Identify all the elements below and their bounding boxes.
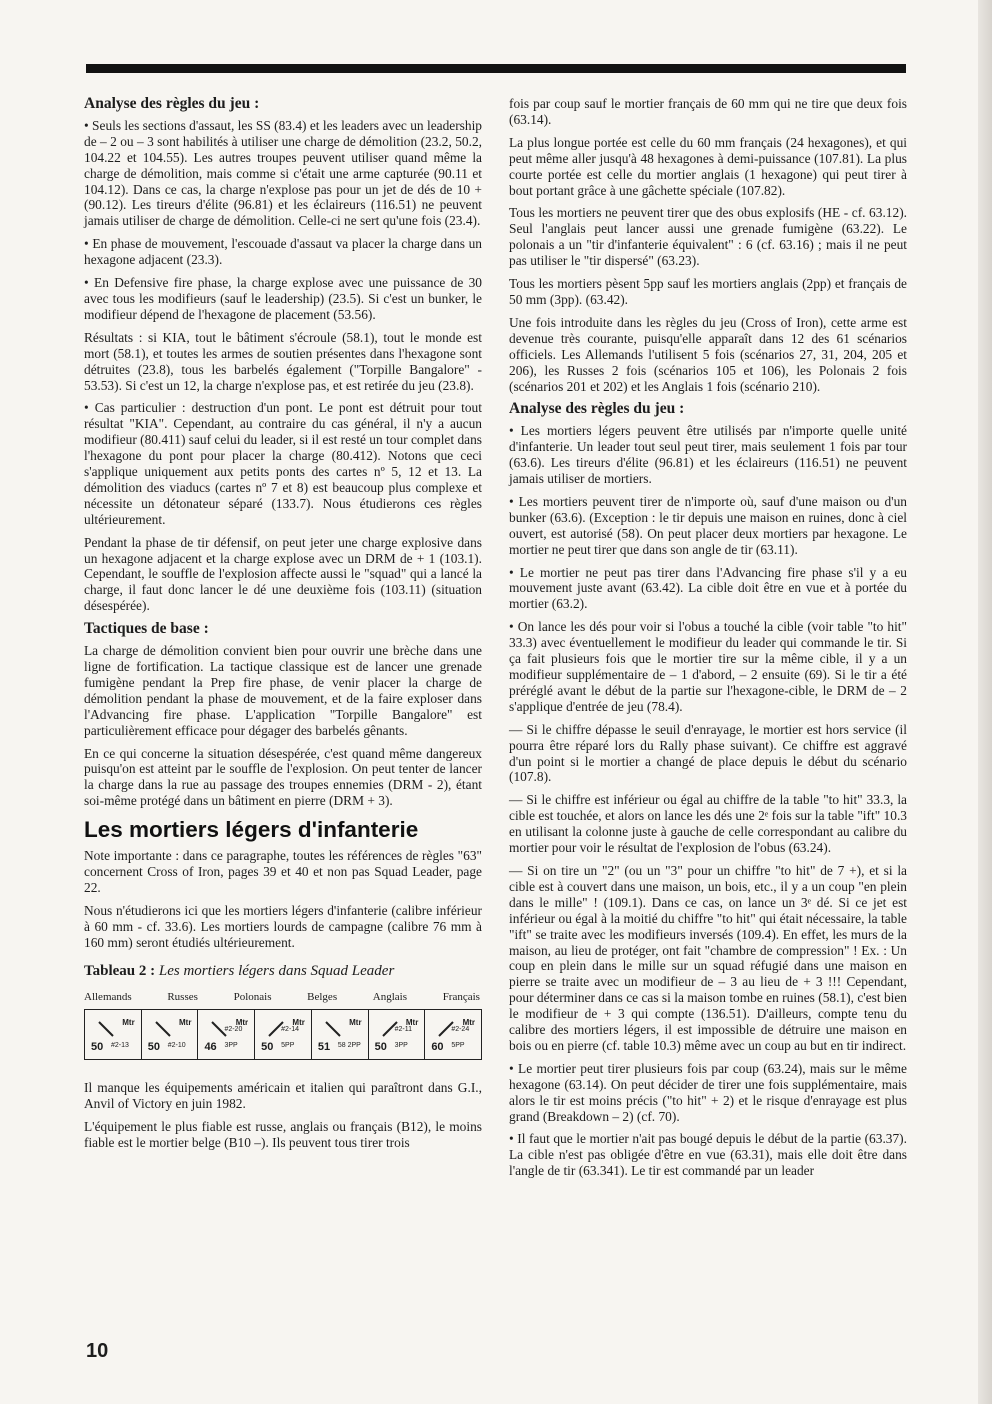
paragraph: • Les mortiers légers peuvent être utilisés par n'importe quelle unité d'infanterie. Un leader tout seul peut tirer, mais seulement 1 fois par tour (63.6). Les tireurs d'élite (96.81) et les éclaireurs (116.51) ne peuvent jamais utiliser de mortiers. (509, 423, 907, 487)
heading-tactiques: Tactiques de base : (84, 620, 209, 638)
mortar-counters-table (84, 1009, 482, 1060)
paragraph: • Il faut que le mortier n'ait pas bougé depuis le début de la partie (63.37). La cible n'est pas obligée d'être en vue (63.31), mais elle doit être dans l'angle de tir (63.341). Le tir est commandé par un leader (509, 1131, 907, 1179)
nation-label: Anglais (372, 990, 408, 1003)
paragraph: • En phase de mouvement, l'escouade d'assaut va placer la charge dans un hexagone adjacent (23.3). (84, 236, 482, 268)
mortar-counter: Mtr 46 #2-20 3PP (198, 1010, 255, 1059)
mortar-counter: Mtr 50 #2-11 3PP (369, 1010, 426, 1059)
paragraph: Il manque les équipements américain et italien qui paraîtront dans G.I., Anvil of Victory en juin 1982. (84, 1080, 482, 1112)
paragraph: • Cas particulier : destruction d'un pont. Le pont est détruit pour tout résultat "KIA". Cependant, au contraire du cas général, il n'y a aucun modifieur (80.411) sauf celui du leader, si il est resté un tour complet dans l'hexagone du pont pour placer la charge (80.412). Notons que ceci s'applique uniquement aux petits ponts des cartes nº 5, 12 et 13. La démolition des viaducs (cartes nº 7 et 8) est beaucoup plus complexe et nécessite un détonateur séparé (133.7). Nous étudierons ces règles ultérieurement. (84, 400, 482, 527)
table-title: Les mortiers légers dans Squad Leader (158, 962, 395, 979)
right-column (509, 96, 907, 1186)
section-title: Les mortiers légers d'infanterie (84, 817, 419, 843)
left-column (84, 96, 482, 1158)
paragraph: Nous n'étudierons ici que les mortiers légers d'infanterie (calibre inférieur à 60 mm - cf. 33.6). Les mortiers lourds de campagne (calibre 76 mm à 160 mm) seront étudiés ultérieurement. (84, 902, 482, 950)
heading-analyse-right: Analyse des règles du jeu : (509, 400, 685, 418)
paragraph: — Si le chiffre dépasse le seuil d'enrayage, le mortier est hors service (il pourra être réparé lors du Rally phase suivant). Ce chiffre est aggravé d'un point si le mortier a changé de place depuis le début du scénario (107.8). (509, 721, 907, 785)
table-caption (84, 964, 482, 980)
paragraph: Tous les mortiers ne peuvent tirer que des obus explosifs (HE - cf. 63.12). Seul l'anglais peut lancer aussi une grenade fumigène (63.22). Le polonais a un "tir d'infanterie équivalent" : 6 (cf. 63.16) ; mais il ne peut pas utiliser le "tir dispersé" (63.23). (509, 205, 907, 269)
paragraph: — Si le chiffre est inférieur ou égal au chiffre de la table "to hit" 33.3, la cible est touchée, et alors on lance les dés une 2ᵉ fois sur la table "ift" 10.3 en utilisant la colonne juste à gauche de celle correspondant au calibre du mortier pour voir le résultat de l'explosion de l'obus (63.24). (509, 792, 907, 856)
top-rule (86, 64, 906, 73)
heading-analyse: Analyse des règles du jeu : (84, 95, 260, 112)
page-number: 10 (86, 1340, 109, 1362)
mortar-counter: Mtr 60 #2-24 5PP (431, 1018, 476, 1053)
paragraph: • Les mortiers peuvent tirer de n'importe où, sauf d'une maison ou d'un bunker (63.6). (Exception : le tir depuis une maison en ruines, donc à ciel ouvert, est autorisé (58). On peut placer deux mortiers par hexagone. Le mortier ne peut tirer que dans son angle de tir (63.11). (509, 494, 907, 558)
paragraph: • Le mortier peut tirer plusieurs fois par coup (63.24), mais sur le même hexagone (63.14). On peut décider de tirer une fois supplémentaire, mais alors le tir est moins précis ("to hit" + 2) et le risque d'enrayage est plus grand (Breakdown – 2) (cf. 70). (509, 1061, 907, 1125)
nation-label: Polonais (233, 990, 272, 1003)
nation-label: Allemands (84, 990, 132, 1003)
nation-label: Russes (167, 990, 198, 1003)
paragraph: • Le mortier ne peut pas tirer dans l'Advancing fire phase s'il y a eu mouvement juste avant (63.42). La cible doit être en vue et à portée du mortier (63.2). (509, 565, 907, 613)
paragraph: La charge de démolition convient bien pour ouvrir une brèche dans une ligne de fortification. La tactique classique est de lancer une grenade fumigène pendant la Prep fire phase, de venir placer la charge de démolition pendant la phase de mouvement, et de la faire exploser dans l'Advancing fire phase. L'application "Torpille Bangalore" est particulièrement efficace pour dégager des barbelés gênants. (84, 643, 482, 738)
paragraph: fois par coup sauf le mortier français de 60 mm qui ne tire que deux fois (63.14). (509, 96, 907, 127)
page-edge (978, 0, 992, 1404)
paragraph: L'équipement le plus fiable est russe, anglais ou français (B12), le moins fiable est le mortier belge (B10 –). Ils peuvent tous tirer trois (84, 1119, 482, 1151)
mortar-counter: Mtr 51 58 2PP (312, 1010, 369, 1059)
paragraph: • Seuls les sections d'assaut, les SS (83.4) et les leaders avec un leadership de – 2 ou – 3 sont habilités à utiliser une charge de démolition (23.2, 50.2, 104.22 et 104.55). Les autres troupes peuvent utiliser quand même la charge de démolition, mais comme si c'était une arme capturée (90.11 et 104.12). Dans ce cas, la charge n'explose pas pour un jet de dés de 10 + (90.12). Les tireurs d'élite (96.81) et les éclaireurs (116.51) ne peuvent jamais utiliser de charge de démolition. Celle-ci ne sert qu'une fois (23.4). (84, 118, 482, 229)
paragraph: • On lance les dés pour voir si l'obus a touché la cible (voir table "to hit" 33.3) avec éventuellement le modifieur du leader qui commande le tir. Si ça fait plusieurs fois que le mortier tire sur la même cible, il y a un modifieur supplémentaire de – 1 d'abord, – 2 ensuite (69). Si le tir a été préréglé avant le début de la partie sur l'hexagone-cible, le DRM de – 2 s'applique d'entrée de jeu (78.4). (509, 619, 907, 714)
paragraph: — Si on tire un "2" (ou un "3" pour un chiffre "to hit" de 7 +), et si la cible est à couvert dans une maison, un bois, etc., il y a un coup "en plein dans le mille" ! (109.1). Dans ce cas, on lance un 3ᵉ dé. Si ce jet est inférieur ou égal à la moitié du chiffre "to hit" qui était nécessaire, la table "ift" se traite avec les modifieurs inversés (109.4). En effet, les murs de la maison, au lieu de protéger, ont fait "chambre de compression" ! Ex. : Un coup en plein dans le mille sur un squad réfugié dans une maison en pierre se traite avec un modifieur de – 3 au lieu de + 3 !!! Cependant, pour déterminer dans ce cas si la maison tombe en ruines (58.1), c'est bien le modifieur de + 3 qui compte (136.51). D'ailleurs, compte tenu du calibre des mortiers légers, il est impossible de détruire une maison en bois ou en pierre (cf. table 10.3) même avec un coup au but en tir indirect. (509, 862, 907, 1053)
paragraph: Tous les mortiers pèsent 5pp sauf les mortiers anglais (2pp) et français de 50 mm (3pp). (63.42). (509, 276, 907, 307)
paragraph: En ce qui concerne la situation désespérée, c'est quand même dangereux puisqu'on est atteint par le souffle de l'explosion. On peut tenter de lancer la charge dans la rue au passage des troupes ennemies (DRM - 2), étant soi-même protégé dans un bâtiment en pierre (DRM + 3). (84, 745, 482, 809)
paragraph: Une fois introduite dans les règles du jeu (Cross of Iron), cette arme est devenue très courante, puisqu'elle apparaît dans 12 des 61 scénarios officiels. Les Allemands l'utilisent 5 fois (scénarios 27, 31, 204, 205 et 206), les Russes 2 fois (scénarios 105 et 106), les Polonais 2 fois (scénarios 201 et 202) et les Anglais 1 fois (scénario 210). (509, 314, 907, 394)
table-label: Tableau 2 : (84, 962, 156, 979)
mortar-counter: Mtr 50 #2-14 5PP (255, 1010, 312, 1059)
mortar-counter: Mtr 50 #2-10 (142, 1010, 199, 1059)
mortar-counter: Mtr 50 #2-13 (85, 1010, 142, 1059)
paragraph: Note importante : dans ce paragraphe, toutes les références de règles "63" concernent Cross of Iron, pages 39 et 40 et non pas Squad Leader, page 22. (84, 848, 482, 895)
paragraph: Résultats : si KIA, tout le bâtiment s'écroule (58.1), tout le monde est mort (58.1), et toutes les armes de soutien présentes dans l'hexagone sont détruites (23.8), tous les barbelés également ("Torpille Bangalore" - 53.53). Si c'est un 12, la charge n'explose pas, et est retirée du jeu (23.8). (84, 329, 482, 393)
nation-label: Français (442, 990, 480, 1003)
paragraph: Pendant la phase de tir défensif, on peut jeter une charge explosive dans un hexagone adjacent et la charge explose avec un DRM de + 1 (103.1). Cependant, le souffle de l'explosion affecte aussi le "squad" qui a lancé la charge, il faut donc lancer le dé une deuxième fois (103.11) (situation désespérée). (84, 534, 482, 614)
paragraph: • En Defensive fire phase, la charge explose avec une puissance de 30 avec tous les modifieurs (sauf le leadership) (23.5). Si c'est un bunker, le modifieur dépend de l'hexagone de placement (53.56). (84, 275, 482, 323)
nation-label: Belges (307, 990, 338, 1003)
nation-labels (84, 990, 480, 1006)
paragraph: La plus longue portée est celle du 60 mm français (24 hexagones), et qui peut même aller jusqu'à 48 hexagones à demi-puissance (107.81). La plus courte portée est celle du mortier anglais (1 hexagone) qui peut tirer à bout portant grâce à une gâchette spéciale (107.82). (509, 134, 907, 198)
